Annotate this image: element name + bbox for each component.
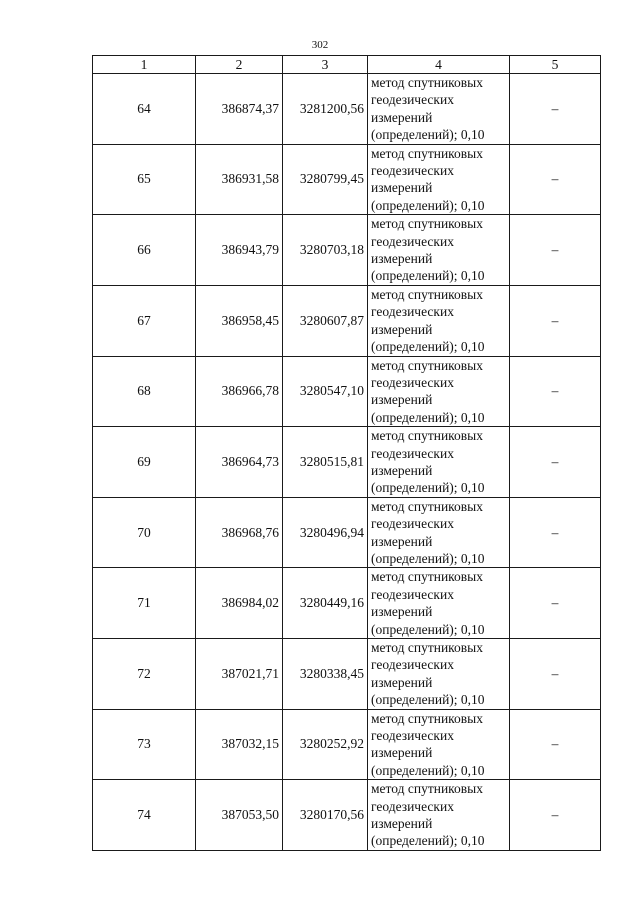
- coordinate-y: 3280703,18: [283, 215, 368, 286]
- header-col-1: 1: [93, 56, 196, 74]
- coordinate-x: 386984,02: [196, 568, 283, 639]
- dash-mark: –: [551, 595, 559, 611]
- method-line: (определений); 0,10: [371, 127, 485, 143]
- method-line: геодезических: [371, 163, 454, 179]
- method-line: измерений: [371, 180, 433, 196]
- measurement-method: [368, 709, 510, 780]
- table-body: [93, 74, 601, 851]
- method-line: метод спутниковых: [371, 710, 483, 726]
- point-number: 74: [93, 780, 196, 851]
- point-number: 65: [93, 144, 196, 215]
- point-number: 69: [93, 427, 196, 498]
- method-line: метод спутниковых: [371, 428, 483, 444]
- method-line: метод спутниковых: [371, 216, 483, 232]
- method-line: (определений); 0,10: [371, 197, 485, 213]
- dash-mark: –: [551, 736, 559, 752]
- dash-mark: –: [551, 242, 559, 258]
- method-line: измерений: [371, 109, 433, 125]
- method-line: измерений: [371, 674, 433, 690]
- table-row: [93, 215, 601, 286]
- method-line: геодезических: [371, 798, 454, 814]
- dash-mark: –: [551, 453, 559, 469]
- note-cell: [510, 285, 601, 356]
- coordinate-y: 3280607,87: [283, 285, 368, 356]
- coordinate-x: 387032,15: [196, 709, 283, 780]
- measurement-method: [368, 568, 510, 639]
- method-line: геодезических: [371, 516, 454, 532]
- dash-mark: –: [551, 665, 559, 681]
- method-line: метод спутниковых: [371, 498, 483, 514]
- measurement-method: [368, 639, 510, 710]
- method-line: геодезических: [371, 304, 454, 320]
- method-line: измерений: [371, 816, 433, 832]
- point-number: 70: [93, 497, 196, 568]
- table-row: [93, 780, 601, 851]
- method-line: измерений: [371, 533, 433, 549]
- method-line: метод спутниковых: [371, 357, 483, 373]
- note-cell: [510, 497, 601, 568]
- note-cell: [510, 215, 601, 286]
- dash-mark: –: [551, 171, 559, 187]
- table-row: [93, 285, 601, 356]
- coordinate-x: 386958,45: [196, 285, 283, 356]
- method-line: геодезических: [371, 586, 454, 602]
- method-line: (определений); 0,10: [371, 268, 485, 284]
- coordinate-y: 3280449,16: [283, 568, 368, 639]
- coordinate-x: 386964,73: [196, 427, 283, 498]
- coordinate-x: 387021,71: [196, 639, 283, 710]
- coordinate-x: 386966,78: [196, 356, 283, 427]
- coordinate-x: 386943,79: [196, 215, 283, 286]
- method-line: метод спутниковых: [371, 781, 483, 797]
- method-line: (определений); 0,10: [371, 339, 485, 355]
- method-line: (определений); 0,10: [371, 550, 485, 566]
- measurement-method: [368, 74, 510, 145]
- header-row: [93, 56, 601, 74]
- table-row: [93, 568, 601, 639]
- method-line: геодезических: [371, 728, 454, 744]
- dash-mark: –: [551, 100, 559, 116]
- coordinate-y: 3280515,81: [283, 427, 368, 498]
- coordinate-y: 3280547,10: [283, 356, 368, 427]
- table-row: [93, 709, 601, 780]
- coordinate-x: 386968,76: [196, 497, 283, 568]
- method-line: метод спутниковых: [371, 75, 483, 90]
- note-cell: [510, 639, 601, 710]
- method-line: геодезических: [371, 657, 454, 673]
- method-line: (определений); 0,10: [371, 692, 485, 708]
- point-number: 67: [93, 285, 196, 356]
- method-line: геодезических: [371, 374, 454, 390]
- measurement-method: [368, 780, 510, 851]
- coordinate-y: 3280799,45: [283, 144, 368, 215]
- method-line: измерений: [371, 745, 433, 761]
- point-number: 66: [93, 215, 196, 286]
- table-row: [93, 356, 601, 427]
- coordinate-y: 3280252,92: [283, 709, 368, 780]
- method-line: (определений); 0,10: [371, 480, 485, 496]
- coordinate-y: 3280338,45: [283, 639, 368, 710]
- note-cell: [510, 74, 601, 145]
- point-number: 71: [93, 568, 196, 639]
- method-line: (определений); 0,10: [371, 621, 485, 637]
- coordinate-y: 3280170,56: [283, 780, 368, 851]
- coordinates-table: [92, 55, 601, 851]
- coordinate-x: 386931,58: [196, 144, 283, 215]
- point-number: 68: [93, 356, 196, 427]
- measurement-method: [368, 497, 510, 568]
- method-line: измерений: [371, 462, 433, 478]
- table-row: [93, 639, 601, 710]
- method-line: измерений: [371, 392, 433, 408]
- note-cell: [510, 780, 601, 851]
- dash-mark: –: [551, 383, 559, 399]
- point-number: 64: [93, 74, 196, 145]
- header-col-2: 2: [196, 56, 283, 74]
- note-cell: [510, 356, 601, 427]
- method-line: (определений); 0,10: [371, 762, 485, 778]
- point-number: 72: [93, 639, 196, 710]
- dash-mark: –: [551, 312, 559, 328]
- dash-mark: –: [551, 524, 559, 540]
- note-cell: [510, 568, 601, 639]
- coordinate-y: 3281200,56: [283, 74, 368, 145]
- measurement-method: [368, 427, 510, 498]
- method-line: (определений); 0,10: [371, 409, 485, 425]
- measurement-method: [368, 215, 510, 286]
- note-cell: [510, 427, 601, 498]
- method-line: геодезических: [371, 445, 454, 461]
- dash-mark: –: [551, 807, 559, 823]
- method-line: геодезических: [371, 92, 454, 108]
- note-cell: [510, 144, 601, 215]
- method-line: измерений: [371, 604, 433, 620]
- measurement-method: [368, 356, 510, 427]
- method-line: измерений: [371, 321, 433, 337]
- table-row: [93, 74, 601, 145]
- table-row: [93, 427, 601, 498]
- method-line: метод спутниковых: [371, 640, 483, 655]
- method-line: метод спутниковых: [371, 569, 483, 585]
- coordinate-x: 386874,37: [196, 74, 283, 145]
- measurement-method: [368, 144, 510, 215]
- coordinate-y: 3280496,94: [283, 497, 368, 568]
- measurement-method: [368, 285, 510, 356]
- table-header: [93, 56, 601, 74]
- header-col-3: 3: [283, 56, 368, 74]
- method-line: измерений: [371, 251, 433, 267]
- method-line: (определений); 0,10: [371, 833, 485, 849]
- header-col-4: 4: [368, 56, 510, 74]
- page-number: 302: [311, 39, 329, 51]
- table-row: [93, 497, 601, 568]
- table-row: [93, 144, 601, 215]
- point-number: 73: [93, 709, 196, 780]
- header-col-5: 5: [510, 56, 601, 74]
- method-line: метод спутниковых: [371, 145, 483, 161]
- method-line: геодезических: [371, 233, 454, 249]
- note-cell: [510, 709, 601, 780]
- coordinate-x: 387053,50: [196, 780, 283, 851]
- method-line: метод спутниковых: [371, 286, 483, 302]
